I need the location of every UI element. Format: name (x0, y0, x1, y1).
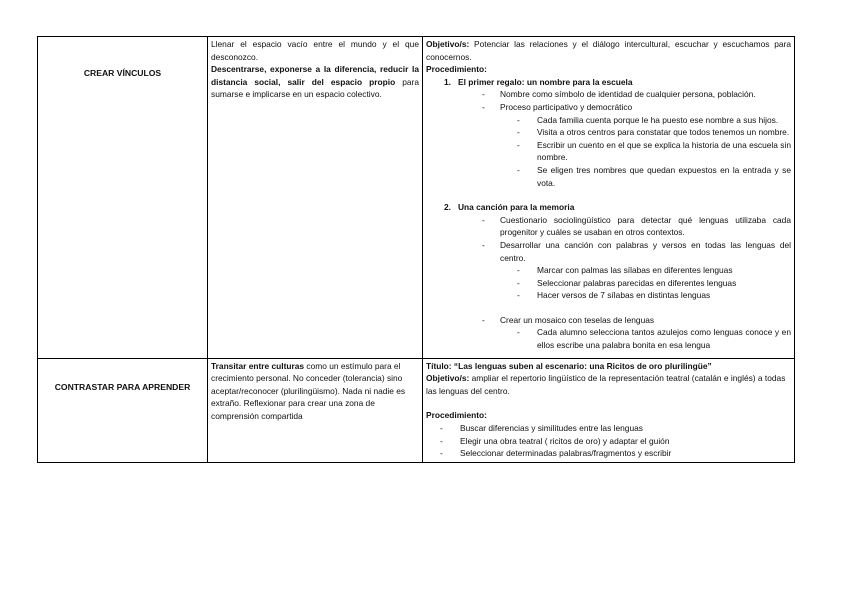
sub-list-item-text: Seleccionar palabras parecidas en diferentes lenguas (537, 277, 737, 288)
sub-list-item-text: Escribir un cuento en el que se explica la historia de una escuela sin nombre. (537, 139, 791, 163)
sub-list-item-text: Cada familia cuenta porque le ha puesto ese nombre a sus hijos. (537, 114, 779, 125)
description-paragraph (211, 63, 419, 101)
procedure-cell (423, 358, 795, 462)
list-item (426, 239, 791, 264)
section-title: El primer regalo: un nombre para la escuela (458, 76, 633, 87)
sub-list-item-text: Visita a otros centros para constatar que todos tenemos un nombre. (537, 127, 790, 138)
objective-label: Objetivo/s: (426, 39, 470, 49)
dash-marker: - (482, 89, 485, 100)
list-item-text: Buscar diferencias y similitudes entre las lenguas (460, 423, 643, 434)
row-label: CREAR VÍNCULOS (83, 68, 162, 78)
dash-marker: - (517, 277, 520, 288)
sub-list-item (426, 289, 791, 302)
row-label-cell (38, 358, 208, 462)
section-number: 2. (444, 202, 451, 213)
spacer (426, 302, 791, 314)
dash-marker: - (517, 139, 520, 150)
list-item (426, 422, 791, 435)
sub-list-item (426, 277, 791, 290)
title-text: “Las lenguas suben al escenario: una Ricitos de oro plurilingüe” (451, 360, 712, 371)
dash-marker: - (517, 290, 520, 301)
section-number: 1. (444, 76, 451, 87)
spacer (426, 397, 791, 409)
sub-list-item (426, 264, 791, 277)
dash-marker: - (517, 265, 520, 276)
row-label: CONTRASTAR PARA APRENDER (54, 381, 191, 392)
procedure-cell (423, 37, 795, 359)
dash-marker: - (517, 114, 520, 125)
sub-list-item-text: Marcar con palmas las sílabas en diferentes lenguas (537, 265, 733, 276)
dash-marker: - (482, 101, 485, 112)
dash-marker: - (517, 127, 520, 138)
title-line (426, 360, 791, 373)
table-row (38, 37, 795, 359)
dash-marker: - (482, 314, 485, 325)
procedure-label (426, 409, 791, 422)
list-item-text: Desarrollar una canción con palabras y versos en todas las lenguas del centro. (500, 239, 791, 263)
dash-marker: - (517, 164, 520, 175)
sub-list-item-text: Cada alumno selecciona tantos azulejos como lenguas conoce y en ellos escribe una palabra bonita en esa lengua (537, 327, 791, 351)
sub-list-item (426, 326, 791, 351)
section-title: Una canción para la memoria (458, 202, 575, 213)
description-cell (208, 358, 423, 462)
list-item (426, 101, 791, 114)
dash-marker: - (482, 239, 485, 250)
dash-marker: - (440, 435, 443, 446)
dash-marker: - (482, 214, 485, 225)
description-text: como un estímulo para el crecimiento personal. No conceder (tolerancia) sino aceptar/reconocer (plurilingüismo). Nada ni nadie es extraño. Reflexionar para crear una zona de comprensión compartida (211, 360, 406, 422)
description-text: para sumarse e implicarse en un espacio colectivo. (211, 76, 419, 100)
section-heading (426, 201, 791, 214)
sub-list-item (426, 126, 791, 139)
sub-list-item-text: Hacer versos de 7 sílabas en distintas lenguas (537, 290, 711, 301)
list-item-text: Crear un mosaico con teselas de lenguas (500, 314, 655, 325)
activities-table (37, 36, 795, 463)
section-heading (426, 76, 791, 89)
row-label-cell (38, 37, 208, 359)
spacer (426, 352, 791, 356)
dash-marker: - (440, 448, 443, 459)
dash-marker: - (440, 423, 443, 434)
sub-list-item (426, 114, 791, 127)
objective-text: ampliar el repertorio lingüístico de la representación teatral (catalán e inglés) a todas las lenguas del centro. (426, 373, 786, 396)
list-item (426, 447, 791, 460)
objective-label: Objetivo/s: (426, 373, 470, 384)
list-item (426, 214, 791, 239)
description-bold: Descentrarse, exponerse a la diferencia, reducir la distancia social, salir del espacio propio (211, 64, 419, 87)
list-item-text: Proceso participativo y democrático (500, 101, 633, 112)
procedure-label-text: Procedimiento: (426, 410, 487, 421)
list-item-text: Elegir una obra teatral ( ricitos de oro) y adaptar el guión (460, 435, 670, 446)
sub-list-item (426, 139, 791, 164)
list-item-text: Seleccionar determinadas palabras/fragmentos y escribir (460, 448, 672, 459)
objective-line (426, 372, 791, 397)
procedure-label-text: Procedimiento: (426, 64, 487, 75)
description-bold: Transitar entre culturas (211, 360, 305, 371)
description-paragraph (211, 360, 419, 423)
dash-marker: - (517, 327, 520, 338)
list-item-text: Cuestionario sociolingüístico para detectar qué lenguas utilizaba cada progenitor y cuáles se usaban en otros contextos. (500, 214, 791, 238)
sub-list-item-text: Se eligen tres nombres que quedan expuestos en la entrada y se vota. (537, 164, 791, 188)
objective-line (426, 38, 791, 63)
list-item (426, 314, 791, 327)
list-item-text: Nombre como símbolo de identidad de cualquier persona, población. (500, 89, 756, 100)
list-item (426, 88, 791, 101)
procedure-label (426, 63, 791, 76)
objective-text: Potenciar las relaciones y el diálogo intercultural, escuchar y escuchamos para conocernos. (426, 39, 791, 62)
title-label: Título: (426, 360, 452, 371)
description-cell (208, 37, 423, 359)
list-item (426, 435, 791, 448)
sub-list-item (426, 164, 791, 189)
spacer (426, 189, 791, 201)
description-line: Llenar el espacio vacío entre el mundo y el que desconozco. (211, 39, 419, 62)
table-row (38, 358, 795, 462)
